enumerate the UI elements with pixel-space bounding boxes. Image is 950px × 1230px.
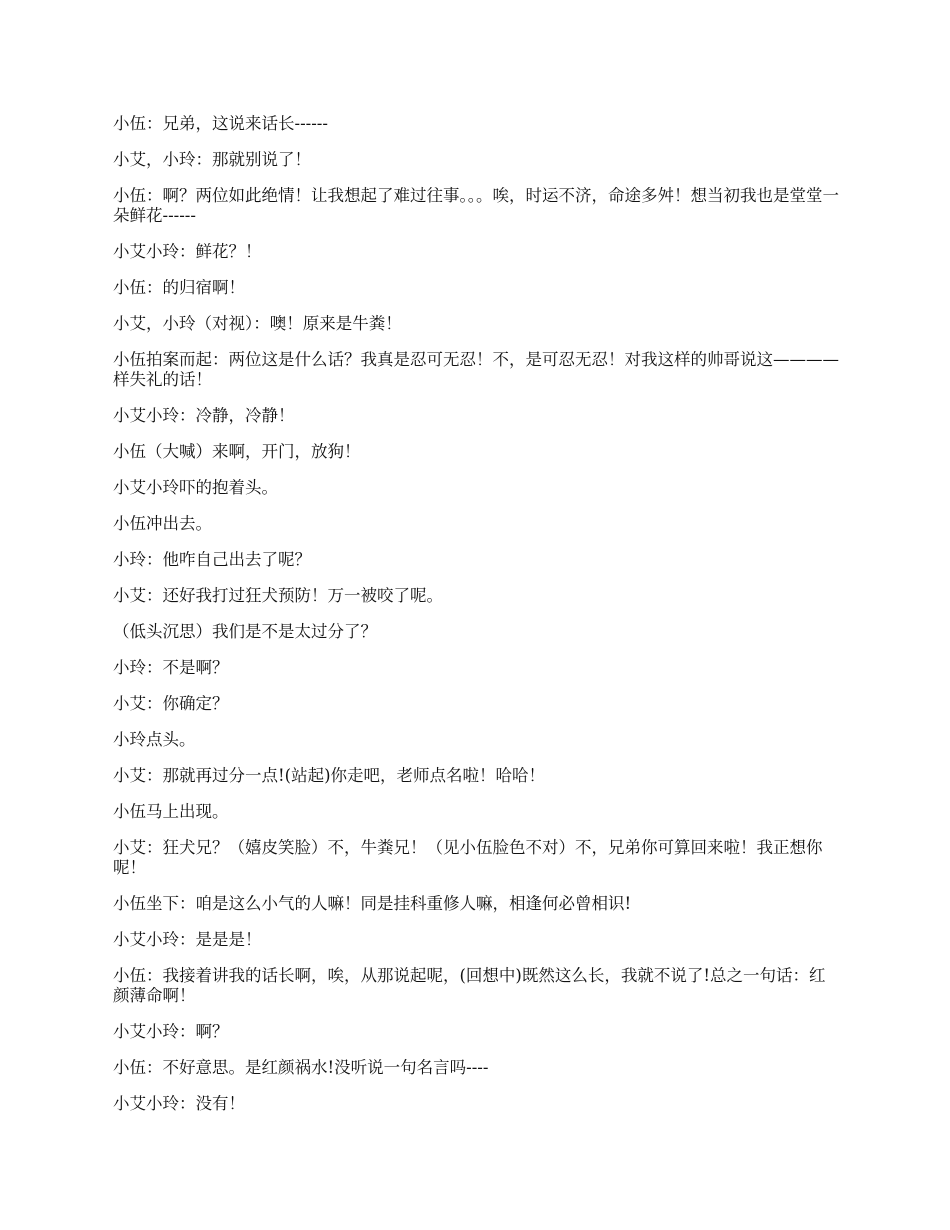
stage-direction: 小伍马上出现。 (113, 802, 229, 821)
dialogue-line: 小艾小玲：鲜花？！ (113, 242, 262, 261)
dialogue-line: 小伍：的归宿啊！ (113, 278, 245, 297)
stage-direction: 小艾小玲吓的抱着头。 (113, 478, 278, 497)
dialogue-line: 小伍：不好意思。是红颜祸水!没听说一句名言吗---- (113, 1058, 489, 1077)
dialogue-line: 小艾：还好我打过狂犬预防！万一被咬了呢。 (113, 586, 443, 605)
stage-direction: 小伍冲出去。 (113, 514, 212, 533)
dialogue-line: 小艾小玲：是是是！ (113, 930, 262, 949)
stage-direction: 小玲点头。 (113, 730, 196, 749)
dialogue-line: 小伍坐下：咱是这么小气的人嘛！同是挂科重修人嘛，相逢何必曾相识! (113, 894, 632, 913)
dialogue-line: 小艾，小玲：那就别说了！ (113, 150, 311, 169)
dialogue-line: 小伍拍案而起：两位这是什么话？我真是忍可无忍！不，是可忍无忍！对我这样的帅哥说这————样失礼的话！ (113, 350, 839, 389)
script-text-body (113, 114, 840, 1130)
dialogue-line: 小艾：你确定？ (113, 694, 229, 713)
dialogue-line: 小伍：兄弟，这说来话长------ (113, 114, 328, 133)
stage-direction: （低头沉思）我们是不是太过分了？ (113, 622, 377, 641)
dialogue-line: 小伍：啊？两位如此绝情！让我想起了难过往事。。。唉，时运不济，命途多舛！想当初我也是堂堂一朵鲜花------ (113, 186, 839, 225)
dialogue-line: 小玲：不是啊？ (113, 658, 229, 677)
dialogue-line: 小艾：那就再过分一点!(站起)你走吧，老师点名啦！哈哈！ (113, 766, 546, 785)
dialogue-line: 小艾小玲：啊？ (113, 1022, 229, 1041)
dialogue-line: 小艾小玲：冷静，冷静！ (113, 406, 295, 425)
dialogue-line: 小玲：他咋自己出去了呢？ (113, 550, 311, 569)
dialogue-line: 小艾，小玲（对视）：噢！原来是牛粪！ (113, 314, 402, 333)
dialogue-line: 小伍：我接着讲我的话长啊，唉，从那说起呢，(回想中)既然这么长，我就不说了!总之一句话：红颜薄命啊！ (113, 966, 826, 1005)
dialogue-line: 小艾：狂犬兄？（嬉皮笑脸）不，牛粪兄！（见小伍脸色不对）不，兄弟你可算回来啦！我正想你呢！ (113, 838, 823, 877)
dialogue-line: 小伍（大喊）来啊，开门，放狗！ (113, 442, 361, 461)
dialogue-line: 小艾小玲：没有！ (113, 1094, 245, 1113)
